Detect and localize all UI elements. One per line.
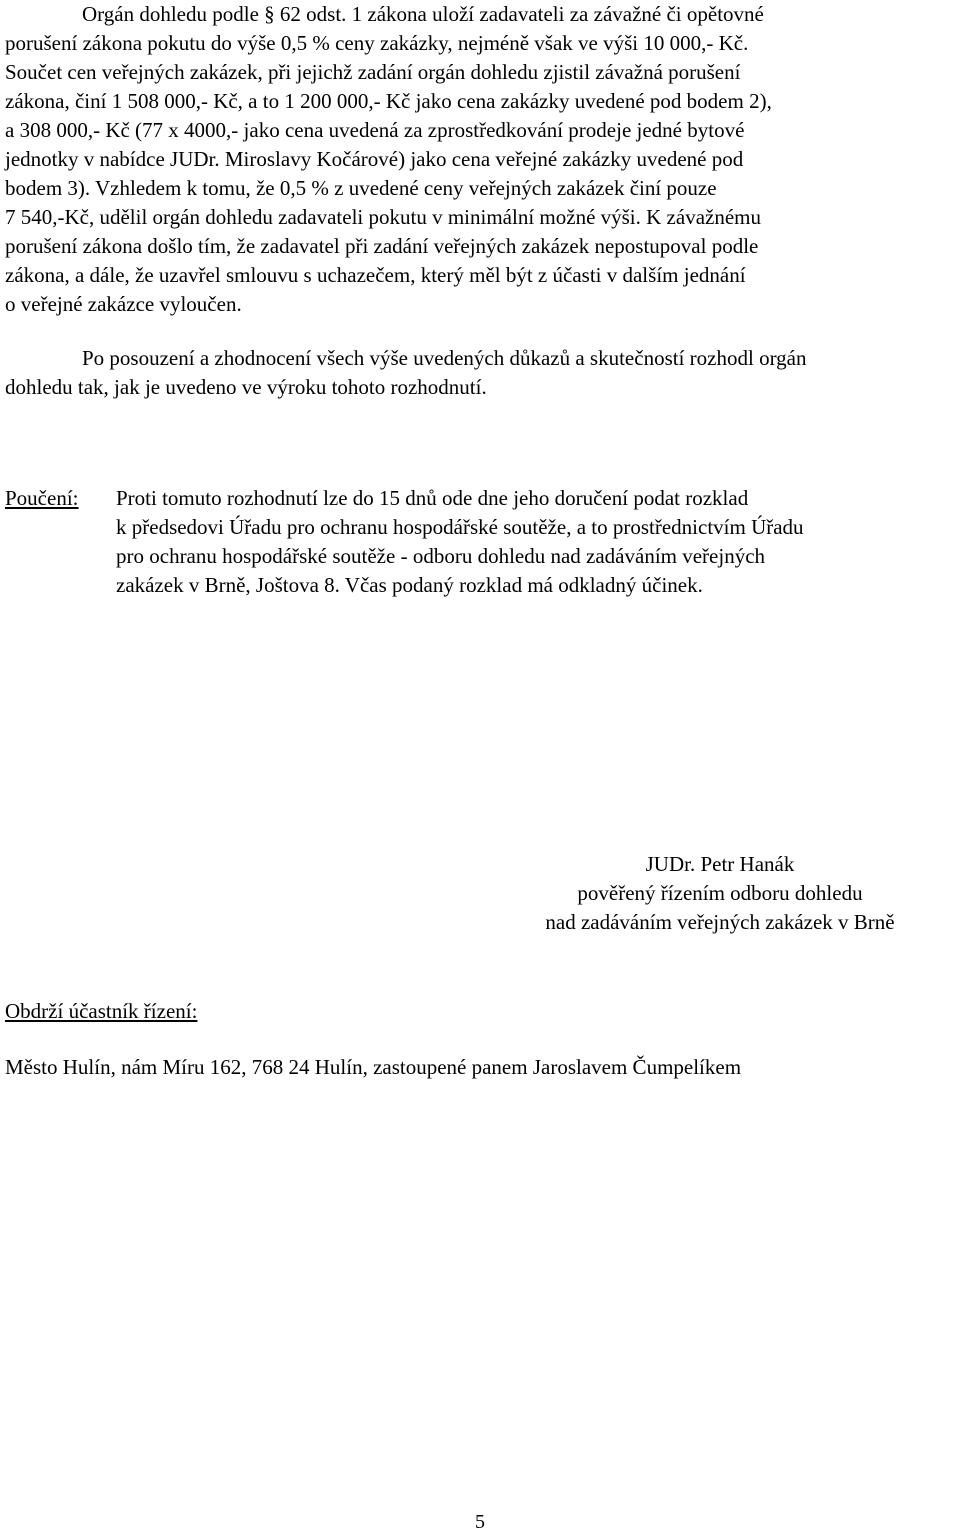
text-line: o veřejné zakázce vyloučen. [5, 292, 242, 316]
text-line: porušení zákona pokutu do výše 0,5 % ceny zakázky, nejméně však ve výši 10 000,- Kč. [5, 31, 749, 55]
text-line: a 308 000,- Kč (77 x 4000,- jako cena uvedená za zprostředkování prodeje jedné bytové [5, 118, 745, 142]
text-line: porušení zákona došlo tím, že zadavatel při zadání veřejných zakázek nepostupoval podle [5, 234, 759, 258]
text-line: dohledu tak, jak je uvedeno ve výroku tohoto rozhodnutí. [5, 375, 487, 399]
text-line: zakázek v Brně, Joštova 8. Včas podaný rozklad má odkladný účinek. [116, 573, 703, 597]
text-line: jednotky v nabídce JUDr. Miroslavy Kočárové) jako cena veřejné zakázky uvedené pod [5, 147, 744, 171]
signatory-role: pověřený řízením odboru dohledu [577, 881, 863, 905]
penalty-paragraph [5, 0, 955, 319]
text-line: zákona, a dále, že uzavřel smlouvu s uchazečem, který měl být z účasti v dalším jednání [5, 263, 746, 287]
text-line: pro ochranu hospodářské soutěže - odboru dohledu nad zadáváním veřejných [116, 544, 766, 568]
instruction-text [116, 484, 955, 600]
text-line: bodem 3). Vzhledem k tomu, že 0,5 % z uvedené ceny veřejných zakázek činí pouze [5, 176, 717, 200]
conclusion-paragraph [5, 344, 955, 402]
instruction-label: Poučení: [5, 486, 79, 510]
signature-block [500, 850, 940, 937]
signatory-role: nad zadáváním veřejných zakázek v Brně [545, 910, 895, 934]
text-line: k předsedovi Úřadu pro ochranu hospodářské soutěže, a to prostřednictvím Úřadu [116, 515, 804, 539]
text-line: zákona, činí 1 508 000,- Kč, a to 1 200 000,- Kč jako cena zakázky uvedené pod bodem 2), [5, 89, 772, 113]
text-line: Proti tomuto rozhodnutí lze do 15 dnů ode dne jeho doručení podat rozklad [116, 486, 749, 510]
text-line: Po posouzení a zhodnocení všech výše uvedených důkazů a skutečností rozhodl orgán [82, 346, 807, 370]
recipients-label: Obdrží účastník řízení: [5, 999, 198, 1023]
text-line: Součet cen veřejných zakázek, při jejichž zadání orgán dohledu zjistil závažná porušení [5, 60, 741, 84]
signatory-name: JUDr. Petr Hanák [645, 852, 795, 876]
text-line: 7 540,-Kč, udělil orgán dohledu zadavateli pokutu v minimální možné výši. K závažnému [5, 205, 761, 229]
text-line: Orgán dohledu podle § 62 odst. 1 zákona uloží zadavateli za závažné či opětovné [82, 2, 764, 26]
page-number: 5 [475, 1511, 485, 1533]
recipient-item: Město Hulín, nám Míru 162, 768 24 Hulín, zastoupené panem Jaroslavem Čumpelíkem [5, 1055, 742, 1079]
